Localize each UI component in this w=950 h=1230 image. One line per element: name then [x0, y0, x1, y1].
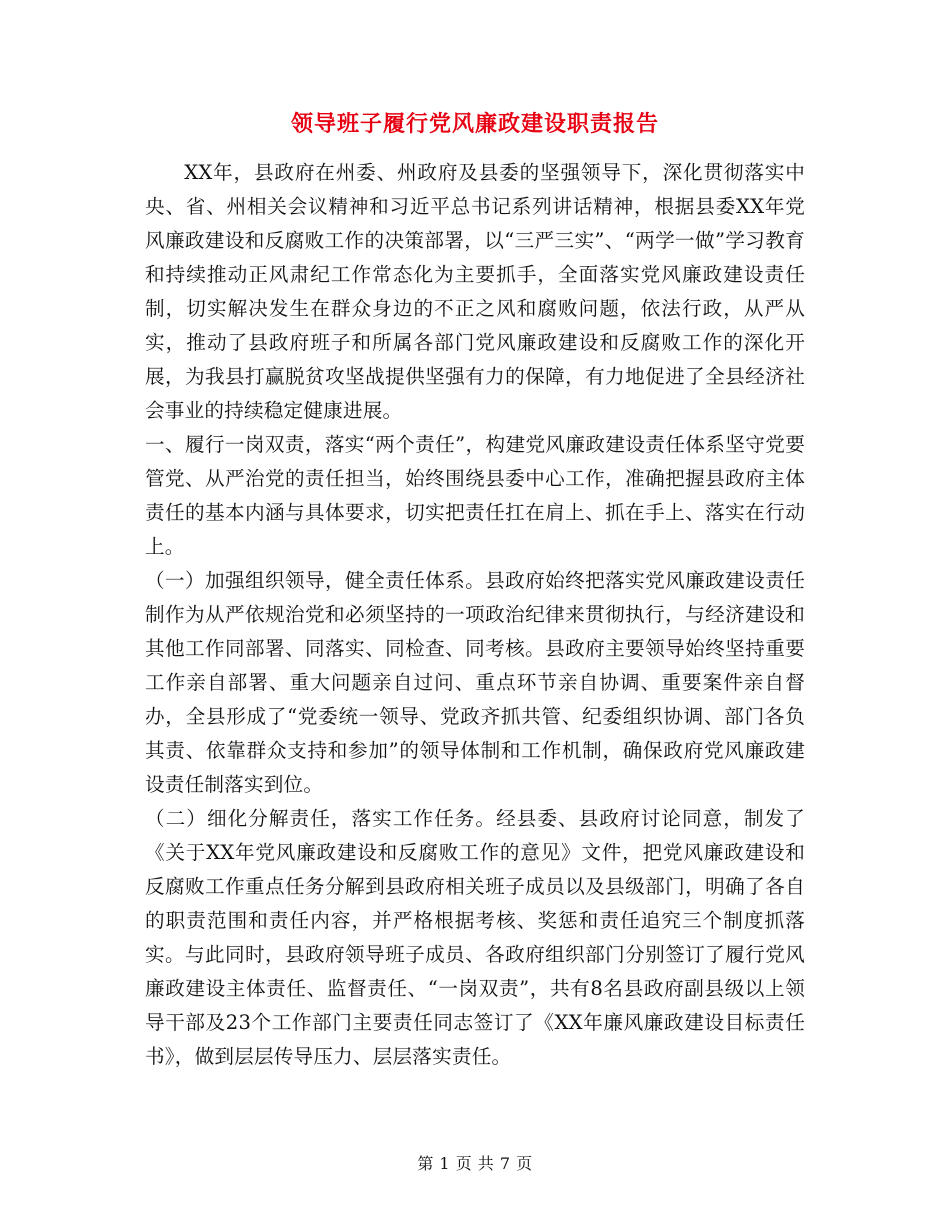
page-number-label: 第 1 页 共 7 页	[417, 1154, 533, 1173]
paragraph-subsection-two: （二）细化分解责任，落实工作任务。经县委、县政府讨论同意，制发了《关于XX年党风廉政建设和反腐败工作的意见》文件，把党风廉政建设和反腐败工作重点任务分解到县政府相关班子成员以及县级部门，明确了各自的职责范围和责任内容，并严格根据考核、奖惩和责任追究三个制度抓落实。与此同时，县政府领导班子成员、各政府组织部门分别签订了履行党风廉政建设主体责任、监督责任、“一岗双责”，共有8名县政府副县级以上领导干部及23个工作部门主要责任同志签订了《XX年廉风廉政建设目标责任书》，做到层层传导压力、层层落实责任。	[145, 807, 805, 1068]
paragraph-intro: XX年，县政府在州委、州政府及县委的坚强领导下，深化贯彻落实中央、省、州相关会议精神和习近平总书记系列讲话精神，根据县委XX年党风廉政建设和反腐败工作的决策部署，以“三严三实”、“两学一做”学习教育和持续推动正风肃纪工作常态化为主要抓手，全面落实党风廉政建设责任制，切实解决发生在群众身边的不正之风和腐败问题，依法行政，从严从实，推动了县政府班子和所属各部门党风廉政建设和反腐败工作的深化开展，为我县打赢脱贫攻坚战提供坚强有力的保障，有力地促进了全县经济社会事业的持续稳定健康进展。	[145, 161, 805, 422]
document-title: 领导班子履行党风廉政建设职责报告	[290, 111, 659, 137]
document-body	[145, 156, 805, 1074]
page-footer	[0, 1152, 950, 1176]
paragraph-section-one: 一、履行一岗双责，落实“两个责任”，构建党风廉政建设责任体系坚守党要管党、从严治党的责任担当，始终围绕县委中心工作，准确把握县政府主体责任的基本内涵与具体要求，切实把责任扛在肩上、抓在手上、落实在行动上。	[145, 433, 805, 558]
paragraph-subsection-one: （一）加强组织领导，健全责任体系。县政府始终把落实党风廉政建设责任制作为从严依规治党和必须坚持的一项政治纪律来贯彻执行，与经济建设和其他工作同部署、同落实、同检查、同考核。县政府主要领导始终坚持重要工作亲自部署、重大问题亲自过问、重点环节亲自协调、重要案件亲自督办，全县形成了“党委统一领导、党政齐抓共管、纪委组织协调、部门各负其责、依靠群众支持和参加”的领导体制和工作机制，确保政府党风廉政建设责任制落实到位。	[145, 569, 805, 796]
